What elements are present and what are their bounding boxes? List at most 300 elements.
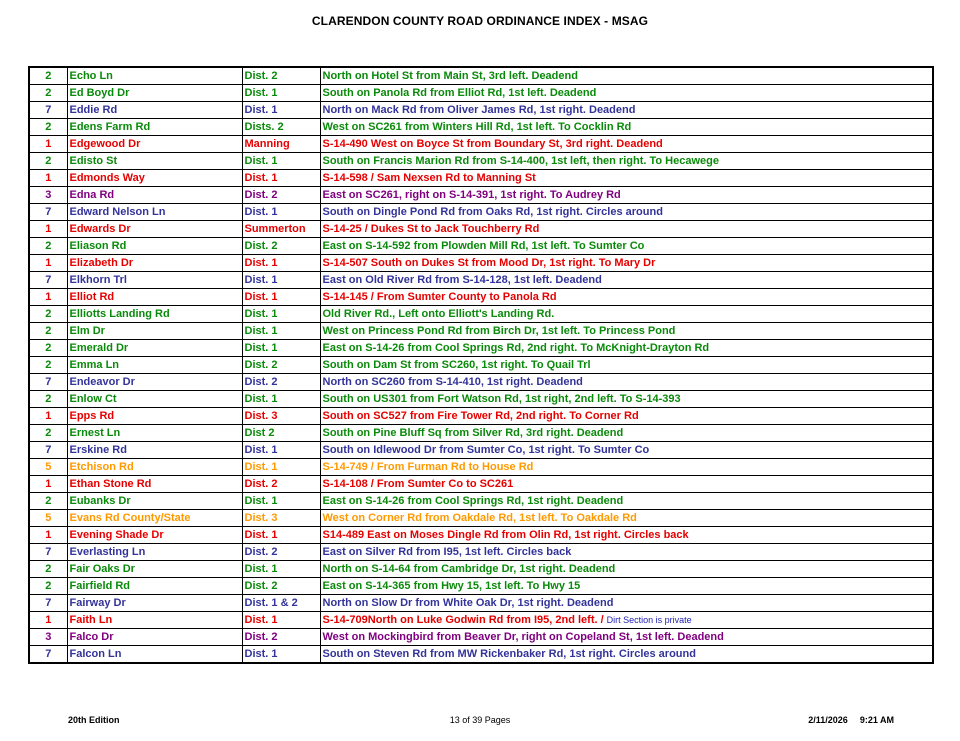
road-code — [29, 323, 67, 340]
footer-page-count: 13 of 39 Pages — [449, 715, 511, 725]
road-directions-text: West on SC261 from Winters Hill Rd, 1st left. To Cocklin Rd — [322, 121, 632, 133]
road-name — [67, 221, 242, 238]
road-district-text: Summerton — [244, 223, 306, 235]
road-name — [67, 357, 242, 374]
road-directions — [320, 187, 933, 204]
road-code-text: 2 — [45, 121, 52, 133]
road-code-text: 2 — [45, 359, 52, 371]
road-directions — [320, 493, 933, 510]
road-name — [67, 85, 242, 102]
road-name — [67, 67, 242, 85]
road-name — [67, 595, 242, 612]
road-code — [29, 374, 67, 391]
road-district-text: Dist. 1 — [244, 648, 278, 660]
road-name-text: Evans Rd County/State — [69, 512, 191, 524]
road-directions — [320, 425, 933, 442]
road-district — [242, 272, 320, 289]
road-code — [29, 578, 67, 595]
road-name — [67, 102, 242, 119]
road-district-text: Dist. 2 — [244, 70, 278, 82]
road-directions-text: S-14-108 / From Sumter Co to SC261 — [322, 478, 514, 490]
table-row — [29, 67, 933, 85]
road-district-text: Dist. 2 — [244, 189, 278, 201]
table-row — [29, 425, 933, 442]
road-name-text: Ernest Ln — [69, 427, 121, 439]
footer-time: 9:21 AM — [859, 715, 894, 725]
road-directions — [320, 612, 933, 629]
road-district — [242, 595, 320, 612]
road-code — [29, 442, 67, 459]
road-directions — [320, 442, 933, 459]
table-row — [29, 544, 933, 561]
road-directions-text: South on Dam St from SC260, 1st right. To Quail Trl — [322, 359, 591, 371]
road-directions-text: South on Panola Rd from Elliot Rd, 1st left. Deadend — [322, 87, 597, 99]
road-name-text: Evening Shade Dr — [69, 529, 164, 541]
road-name-text: Edna Rd — [69, 189, 115, 201]
table-row — [29, 170, 933, 187]
road-directions — [320, 67, 933, 85]
table-row — [29, 561, 933, 578]
road-directions — [320, 391, 933, 408]
road-name — [67, 374, 242, 391]
road-directions-text: S-14-25 / Dukes St to Jack Touchberry Rd — [322, 223, 540, 235]
road-directions — [320, 289, 933, 306]
table-row — [29, 612, 933, 629]
road-directions-text: S-14-709North on Luke Godwin Rd from I95, 2nd left. / — [322, 614, 604, 626]
road-code — [29, 102, 67, 119]
road-name-text: Edisto St — [69, 155, 118, 167]
road-directions-text: West on Princess Pond Rd from Birch Dr, 1st left. To Princess Pond — [322, 325, 676, 337]
footer-edition: 20th Edition — [68, 715, 120, 725]
road-district — [242, 544, 320, 561]
road-directions — [320, 629, 933, 646]
road-name-text: Edgewood Dr — [69, 138, 141, 150]
road-directions-text: S-14-490 West on Boyce St from Boundary St, 3rd right. Deadend — [322, 138, 663, 150]
table-row — [29, 187, 933, 204]
road-name — [67, 493, 242, 510]
road-code — [29, 67, 67, 85]
road-district-text: Dist. 1 — [244, 393, 278, 405]
road-directions — [320, 255, 933, 272]
road-directions — [320, 374, 933, 391]
road-code-text: 7 — [45, 104, 52, 116]
road-directions-text: South on Dingle Pond Rd from Oaks Rd, 1st right. Circles around — [322, 206, 663, 218]
road-district — [242, 527, 320, 544]
road-name — [67, 136, 242, 153]
road-directions-note: Dirt Section is private — [606, 615, 692, 625]
road-name-text: Fair Oaks Dr — [69, 563, 135, 575]
road-directions — [320, 170, 933, 187]
road-name-text: Echo Ln — [69, 70, 113, 82]
table-row — [29, 119, 933, 136]
road-name-text: Ethan Stone Rd — [69, 478, 152, 490]
road-name-text: Ed Boyd Dr — [69, 87, 130, 99]
road-code-text: 1 — [45, 529, 52, 541]
road-directions — [320, 153, 933, 170]
road-district — [242, 204, 320, 221]
road-district-text: Dist. 2 — [244, 478, 278, 490]
table-row — [29, 102, 933, 119]
road-district — [242, 493, 320, 510]
road-directions-text: S-14-598 / Sam Nexsen Rd to Manning St — [322, 172, 536, 184]
table-row — [29, 629, 933, 646]
road-district — [242, 629, 320, 646]
road-name-text: Eliason Rd — [69, 240, 127, 252]
road-code — [29, 510, 67, 527]
road-code-text: 7 — [45, 546, 52, 558]
road-directions-text: South on Pine Bluff Sq from Silver Rd, 3rd right. Deadend — [322, 427, 624, 439]
road-code — [29, 119, 67, 136]
road-district-text: Dist. 1 — [244, 444, 278, 456]
road-code-text: 2 — [45, 393, 52, 405]
road-name — [67, 442, 242, 459]
road-directions — [320, 578, 933, 595]
footer-timestamp — [808, 715, 894, 725]
road-district — [242, 476, 320, 493]
table-row — [29, 510, 933, 527]
road-directions-text: North on S-14-64 from Cambridge Dr, 1st right. Deadend — [322, 563, 616, 575]
road-index-table — [28, 66, 934, 664]
road-code — [29, 170, 67, 187]
table-row — [29, 85, 933, 102]
table-row — [29, 340, 933, 357]
road-district-text: Dist. 1 — [244, 342, 278, 354]
road-district — [242, 255, 320, 272]
table-row — [29, 136, 933, 153]
road-code — [29, 544, 67, 561]
road-directions-text: West on Mockingbird from Beaver Dr, right on Copeland St, 1st left. Deadend — [322, 631, 724, 643]
road-name — [67, 153, 242, 170]
road-name — [67, 459, 242, 476]
table-row — [29, 374, 933, 391]
road-directions-text: East on S-14-26 from Cool Springs Rd, 2nd right. To McKnight-Drayton Rd — [322, 342, 710, 354]
road-district — [242, 612, 320, 629]
road-district-text: Dist. 1 — [244, 308, 278, 320]
road-directions — [320, 85, 933, 102]
road-directions-text: S-14-507 South on Dukes St from Mood Dr, 1st right. To Mary Dr — [322, 257, 656, 269]
road-name — [67, 510, 242, 527]
road-district — [242, 136, 320, 153]
road-name — [67, 527, 242, 544]
road-code-text: 7 — [45, 444, 52, 456]
table-row — [29, 204, 933, 221]
table-row — [29, 442, 933, 459]
road-name-text: Fairway Dr — [69, 597, 126, 609]
road-district-text: Dist. 3 — [244, 512, 278, 524]
road-code-text: 1 — [45, 291, 52, 303]
road-name — [67, 476, 242, 493]
road-district — [242, 289, 320, 306]
road-directions-text: East on S-14-365 from Hwy 15, 1st left. To Hwy 15 — [322, 580, 581, 592]
road-code — [29, 204, 67, 221]
road-directions-text: S14-489 East on Moses Dingle Rd from Olin Rd, 1st right. Circles back — [322, 529, 689, 541]
road-district — [242, 153, 320, 170]
road-district-text: Dist. 1 — [244, 614, 278, 626]
road-code-text: 7 — [45, 206, 52, 218]
table-row — [29, 595, 933, 612]
road-code — [29, 238, 67, 255]
road-code — [29, 340, 67, 357]
road-name-text: Edwards Dr — [69, 223, 131, 235]
road-name — [67, 425, 242, 442]
road-code-text: 2 — [45, 325, 52, 337]
road-name — [67, 578, 242, 595]
road-directions-text: North on Slow Dr from White Oak Dr, 1st right. Deadend — [322, 597, 614, 609]
road-directions-text: North on Hotel St from Main St, 3rd left. Deadend — [322, 70, 578, 82]
road-name — [67, 561, 242, 578]
road-district — [242, 391, 320, 408]
road-district — [242, 425, 320, 442]
road-district-text: Dist. 2 — [244, 240, 278, 252]
table-row — [29, 459, 933, 476]
road-district-text: Dist. 1 — [244, 291, 278, 303]
road-directions-text: Old River Rd., Left onto Elliott's Landing Rd. — [322, 308, 555, 320]
road-district-text: Dists. 2 — [244, 121, 284, 133]
road-code — [29, 425, 67, 442]
road-name-text: Elkhorn Trl — [69, 274, 127, 286]
road-code — [29, 306, 67, 323]
road-name — [67, 119, 242, 136]
road-district — [242, 408, 320, 425]
road-district-text: Dist. 1 — [244, 172, 278, 184]
table-row — [29, 391, 933, 408]
road-code — [29, 221, 67, 238]
road-district-text: Dist. 1 — [244, 274, 278, 286]
road-district — [242, 238, 320, 255]
road-code-text: 2 — [45, 342, 52, 354]
road-directions — [320, 102, 933, 119]
road-name — [67, 204, 242, 221]
road-district — [242, 85, 320, 102]
road-code-text: 3 — [45, 631, 52, 643]
road-code — [29, 561, 67, 578]
road-district-text: Dist. 1 — [244, 495, 278, 507]
road-district — [242, 578, 320, 595]
road-district — [242, 510, 320, 527]
table-row — [29, 238, 933, 255]
road-code — [29, 391, 67, 408]
road-name-text: Edens Farm Rd — [69, 121, 151, 133]
road-name-text: Fairfield Rd — [69, 580, 131, 592]
table-row — [29, 272, 933, 289]
road-district — [242, 323, 320, 340]
road-code-text: 5 — [45, 512, 52, 524]
road-name — [67, 408, 242, 425]
road-name-text: Erskine Rd — [69, 444, 127, 456]
footer-date: 2/11/2026 — [808, 715, 848, 725]
road-directions-text: North on SC260 from S-14-410, 1st right. Deadend — [322, 376, 583, 388]
road-district-text: Dist. 3 — [244, 410, 278, 422]
road-district-text: Dist. 2 — [244, 376, 278, 388]
road-code — [29, 153, 67, 170]
road-name-text: Elliot Rd — [69, 291, 115, 303]
road-name — [67, 544, 242, 561]
road-code — [29, 272, 67, 289]
road-code-text: 2 — [45, 563, 52, 575]
road-district-text: Dist. 1 — [244, 325, 278, 337]
road-name-text: Eddie Rd — [69, 104, 118, 116]
road-directions-text: South on SC527 from Fire Tower Rd, 2nd right. To Corner Rd — [322, 410, 639, 422]
road-district — [242, 340, 320, 357]
road-name — [67, 289, 242, 306]
road-code — [29, 408, 67, 425]
road-code-text: 2 — [45, 495, 52, 507]
road-district — [242, 119, 320, 136]
road-district — [242, 306, 320, 323]
road-code-text: 1 — [45, 478, 52, 490]
road-name — [67, 170, 242, 187]
road-district-text: Dist. 1 — [244, 206, 278, 218]
road-name-text: Falco Dr — [69, 631, 114, 643]
page-title: CLARENDON COUNTY ROAD ORDINANCE INDEX - MSAG — [311, 14, 649, 28]
road-directions — [320, 408, 933, 425]
road-name — [67, 306, 242, 323]
road-code-text: 2 — [45, 427, 52, 439]
road-directions — [320, 119, 933, 136]
table-row — [29, 255, 933, 272]
road-directions-text: South on US301 from Fort Watson Rd, 1st right, 2nd left. To S-14-393 — [322, 393, 681, 405]
road-directions — [320, 340, 933, 357]
road-district-text: Manning — [244, 138, 290, 150]
road-district-text: Dist. 1 — [244, 104, 278, 116]
road-district — [242, 374, 320, 391]
road-directions-text: South on Francis Marion Rd from S-14-400, 1st left, then right. To Hecawege — [322, 155, 719, 167]
road-code-text: 3 — [45, 189, 52, 201]
road-name — [67, 612, 242, 629]
road-name-text: Elm Dr — [69, 325, 105, 337]
road-code-text: 1 — [45, 257, 52, 269]
road-name-text: Eubanks Dr — [69, 495, 131, 507]
road-name-text: Epps Rd — [69, 410, 115, 422]
table-row — [29, 527, 933, 544]
road-directions — [320, 136, 933, 153]
road-directions-text: South on Steven Rd from MW Rickenbaker Rd, 1st right. Circles around — [322, 648, 696, 660]
road-code-text: 7 — [45, 597, 52, 609]
table-row — [29, 323, 933, 340]
road-name-text: Everlasting Ln — [69, 546, 146, 558]
road-code — [29, 357, 67, 374]
road-directions — [320, 527, 933, 544]
table-row — [29, 476, 933, 493]
table-row — [29, 493, 933, 510]
road-code-text: 2 — [45, 70, 52, 82]
road-code — [29, 476, 67, 493]
road-directions — [320, 595, 933, 612]
table-row — [29, 289, 933, 306]
road-district — [242, 221, 320, 238]
road-name-text: Emerald Dr — [69, 342, 129, 354]
table-row — [29, 306, 933, 323]
road-district — [242, 170, 320, 187]
road-directions-text: S-14-145 / From Sumter County to Panola Rd — [322, 291, 557, 303]
road-name — [67, 238, 242, 255]
road-directions-text: East on SC261, right on S-14-391, 1st right. To Audrey Rd — [322, 189, 621, 201]
road-district — [242, 459, 320, 476]
road-directions-text: North on Mack Rd from Oliver James Rd, 1st right. Deadend — [322, 104, 636, 116]
road-directions — [320, 561, 933, 578]
road-name — [67, 629, 242, 646]
road-directions — [320, 272, 933, 289]
road-code-text: 7 — [45, 648, 52, 660]
road-directions — [320, 459, 933, 476]
road-code — [29, 493, 67, 510]
road-name — [67, 391, 242, 408]
road-district — [242, 187, 320, 204]
road-name-text: Endeavor Dr — [69, 376, 135, 388]
road-district — [242, 561, 320, 578]
road-district-text: Dist. 2 — [244, 359, 278, 371]
table-row — [29, 408, 933, 425]
road-district — [242, 102, 320, 119]
table-row — [29, 221, 933, 238]
road-name-text: Elliotts Landing Rd — [69, 308, 170, 320]
road-directions-text: S-14-749 / From Furman Rd to House Rd — [322, 461, 534, 473]
road-name-text: Faith Ln — [69, 614, 113, 626]
road-code — [29, 289, 67, 306]
road-name-text: Elizabeth Dr — [69, 257, 134, 269]
road-code — [29, 629, 67, 646]
road-directions — [320, 510, 933, 527]
road-district-text: Dist. 1 — [244, 257, 278, 269]
road-name-text: Edmonds Way — [69, 172, 145, 184]
road-name — [67, 323, 242, 340]
road-name-text: Etchison Rd — [69, 461, 134, 473]
road-code — [29, 136, 67, 153]
road-directions — [320, 476, 933, 493]
road-district-text: Dist. 1 — [244, 155, 278, 167]
road-code-text: 2 — [45, 155, 52, 167]
road-name — [67, 272, 242, 289]
road-code — [29, 459, 67, 476]
road-code — [29, 255, 67, 272]
road-code — [29, 595, 67, 612]
road-name — [67, 187, 242, 204]
road-name — [67, 255, 242, 272]
road-code-text: 5 — [45, 461, 52, 473]
road-code-text: 1 — [45, 614, 52, 626]
road-code-text: 1 — [45, 410, 52, 422]
road-code — [29, 85, 67, 102]
road-code — [29, 612, 67, 629]
road-code — [29, 527, 67, 544]
road-district-text: Dist. 1 — [244, 563, 278, 575]
road-code-text: 1 — [45, 172, 52, 184]
road-district-text: Dist. 1 & 2 — [244, 597, 298, 609]
road-district — [242, 357, 320, 374]
road-code-text: 1 — [45, 138, 52, 150]
road-directions — [320, 306, 933, 323]
road-district — [242, 646, 320, 664]
road-directions — [320, 323, 933, 340]
road-district-text: Dist. 2 — [244, 546, 278, 558]
road-directions-text: South on Idlewood Dr from Sumter Co, 1st right. To Sumter Co — [322, 444, 650, 456]
road-code-text: 1 — [45, 223, 52, 235]
road-name-text: Emma Ln — [69, 359, 120, 371]
table-row — [29, 646, 933, 664]
road-directions — [320, 221, 933, 238]
road-directions-text: East on Silver Rd from I95, 1st left. Circles back — [322, 546, 572, 558]
road-directions — [320, 204, 933, 221]
road-district-text: Dist. 1 — [244, 529, 278, 541]
road-code-text: 7 — [45, 376, 52, 388]
road-name-text: Enlow Ct — [69, 393, 117, 405]
road-directions — [320, 646, 933, 664]
road-district-text: Dist. 2 — [244, 631, 278, 643]
road-directions-text: East on Old River Rd from S-14-128, 1st left. Deadend — [322, 274, 602, 286]
road-name-text: Edward Nelson Ln — [69, 206, 166, 218]
road-district-text: Dist 2 — [244, 427, 275, 439]
table-row — [29, 153, 933, 170]
